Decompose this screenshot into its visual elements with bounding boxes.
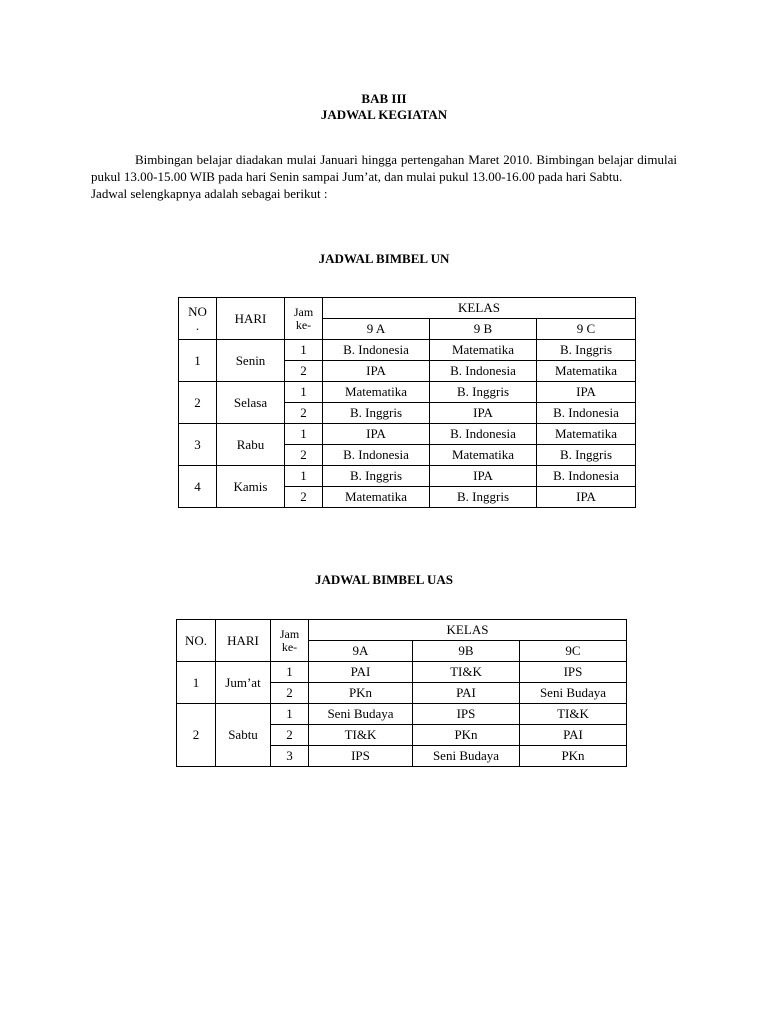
class-header: 9C xyxy=(520,641,627,662)
subject-cell: PAI xyxy=(309,662,413,683)
no-header: NO. xyxy=(177,620,216,662)
class-header: 9 A xyxy=(323,319,430,340)
subject-cell: IPA xyxy=(430,403,537,424)
day-name: Sabtu xyxy=(216,704,271,767)
class-header: 9 B xyxy=(430,319,537,340)
chapter-label: BAB III xyxy=(361,91,407,106)
table-un-heading: JADWAL BIMBEL UN xyxy=(318,251,450,266)
day-name: Jum’at xyxy=(216,662,271,704)
row-number: 1 xyxy=(177,662,216,704)
subject-cell: PAI xyxy=(520,725,627,746)
session-number: 3 xyxy=(271,746,309,767)
subject-cell: B. Inggris xyxy=(537,340,636,361)
subject-cell: IPA xyxy=(430,466,537,487)
session-number: 2 xyxy=(271,725,309,746)
class-header: 9B xyxy=(413,641,520,662)
subject-cell: Seni Budaya xyxy=(413,746,520,767)
subject-cell: B. Indonesia xyxy=(430,424,537,445)
subject-cell: Matematika xyxy=(323,382,430,403)
table-row xyxy=(179,382,636,403)
session-number: 1 xyxy=(285,466,323,487)
row-number: 1 xyxy=(179,340,217,382)
subject-cell: PKn xyxy=(520,746,627,767)
subject-cell: Matematika xyxy=(537,361,636,382)
subject-cell: B. Inggris xyxy=(537,445,636,466)
intro-text xyxy=(91,151,677,202)
row-number: 4 xyxy=(179,466,217,508)
subject-cell: Matematika xyxy=(430,340,537,361)
subject-cell: B. Inggris xyxy=(323,466,430,487)
table-row xyxy=(177,662,627,683)
session-number: 2 xyxy=(285,487,323,508)
subject-cell: B. Indonesia xyxy=(323,340,430,361)
subject-cell: TI&K xyxy=(309,725,413,746)
subject-cell: Matematika xyxy=(537,424,636,445)
subject-cell: IPS xyxy=(309,746,413,767)
day-name: Kamis xyxy=(217,466,285,508)
table-row xyxy=(179,340,636,361)
intro-line: Jadwal selengkapnya adalah sebagai berikut : xyxy=(91,186,328,201)
intro-paragraph: Bimbingan belajar diadakan mulai Januari hingga pertengahan Maret 2010. Bimbingan belajar dimulai pukul 13.00-15.00 WIB pada hari Senin sampai Jum’at, dan mulai pukul 13.00-16.00 pada hari Sabtu. xyxy=(91,152,677,184)
subject-cell: Seni Budaya xyxy=(520,683,627,704)
hari-header: HARI xyxy=(217,298,285,340)
subject-cell: B. Indonesia xyxy=(430,361,537,382)
schedule-table-uas xyxy=(176,619,627,767)
subject-cell: TI&K xyxy=(520,704,627,725)
no-header: NO . xyxy=(179,298,217,340)
jam-header: Jam ke- xyxy=(271,620,309,662)
subject-cell: B. Inggris xyxy=(323,403,430,424)
class-header: 9 C xyxy=(537,319,636,340)
kelas-header: KELAS xyxy=(309,620,627,641)
subject-cell: B. Indonesia xyxy=(323,445,430,466)
table-un-body xyxy=(179,298,636,508)
session-number: 2 xyxy=(285,361,323,382)
kelas-header: KELAS xyxy=(323,298,636,319)
table-row xyxy=(179,424,636,445)
table-row xyxy=(177,704,627,725)
document-title: JADWAL KEGIATAN xyxy=(320,107,448,122)
subject-cell: IPA xyxy=(537,382,636,403)
subject-cell: IPA xyxy=(323,361,430,382)
class-header: 9A xyxy=(309,641,413,662)
subject-cell: B. Indonesia xyxy=(537,403,636,424)
day-name: Selasa xyxy=(217,382,285,424)
hari-header: HARI xyxy=(216,620,271,662)
subject-cell: TI&K xyxy=(413,662,520,683)
subject-cell: B. Inggris xyxy=(430,487,537,508)
subject-cell: PKn xyxy=(413,725,520,746)
row-number: 2 xyxy=(177,704,216,767)
subject-cell: IPA xyxy=(323,424,430,445)
table-uas-header-row xyxy=(177,620,627,641)
session-number: 1 xyxy=(271,662,309,683)
subject-cell: Matematika xyxy=(430,445,537,466)
table-uas-body xyxy=(177,620,627,767)
subject-cell: IPS xyxy=(520,662,627,683)
table-un-header-row xyxy=(179,298,636,319)
table-uas-heading: JADWAL BIMBEL UAS xyxy=(315,572,453,587)
schedule-table-un xyxy=(178,297,636,508)
subject-cell: Seni Budaya xyxy=(309,704,413,725)
subject-cell: B. Inggris xyxy=(430,382,537,403)
session-number: 2 xyxy=(271,683,309,704)
session-number: 1 xyxy=(285,382,323,403)
day-name: Rabu xyxy=(217,424,285,466)
session-number: 2 xyxy=(285,445,323,466)
subject-cell: IPA xyxy=(537,487,636,508)
subject-cell: IPS xyxy=(413,704,520,725)
subject-cell: PAI xyxy=(413,683,520,704)
table-row xyxy=(179,466,636,487)
session-number: 1 xyxy=(271,704,309,725)
subject-cell: B. Indonesia xyxy=(537,466,636,487)
day-name: Senin xyxy=(217,340,285,382)
row-number: 2 xyxy=(179,382,217,424)
session-number: 2 xyxy=(285,403,323,424)
subject-cell: PKn xyxy=(309,683,413,704)
row-number: 3 xyxy=(179,424,217,466)
jam-header: Jam ke- xyxy=(285,298,323,340)
subject-cell: Matematika xyxy=(323,487,430,508)
session-number: 1 xyxy=(285,424,323,445)
session-number: 1 xyxy=(285,340,323,361)
